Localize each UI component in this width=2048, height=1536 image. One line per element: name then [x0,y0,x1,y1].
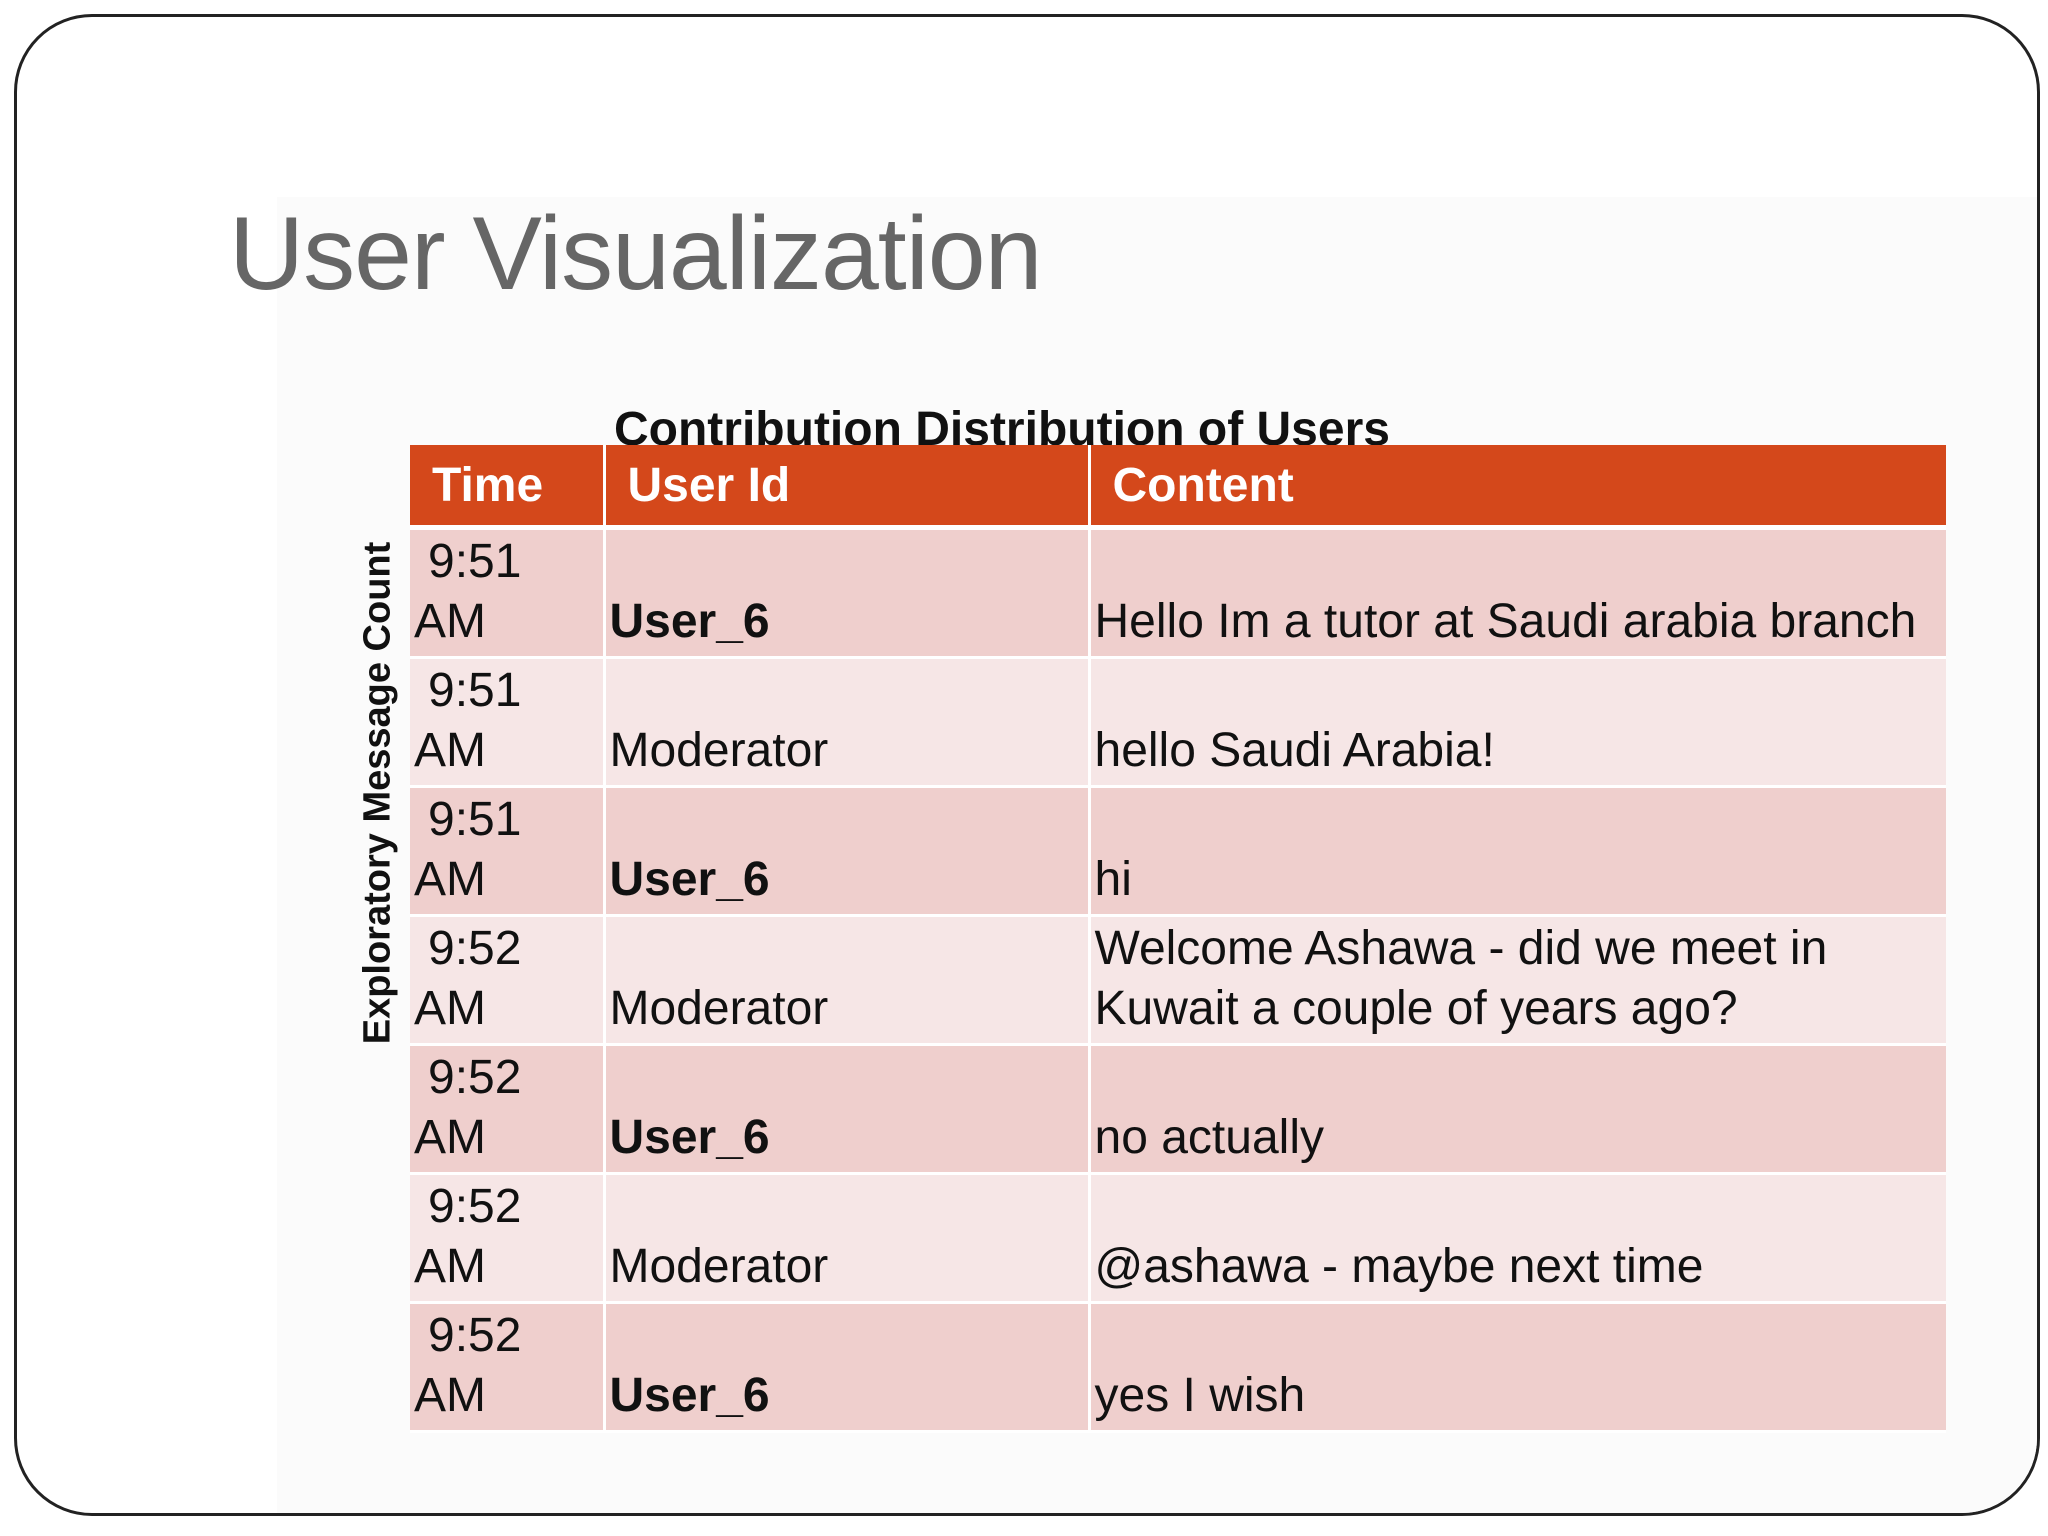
chart-title-area [560,398,1500,445]
time-period: AM [414,982,486,1035]
user-id: User_6 [609,853,770,906]
user-id-cell [604,1303,1089,1432]
time-cell [410,787,604,916]
time-value: 9:52 [428,1180,522,1233]
user-id-cell [604,1174,1089,1303]
time-period: AM [414,1369,486,1422]
user-id-cell [604,1045,1089,1174]
table-row [410,787,1946,916]
content-cell: no actually [1089,1045,1946,1174]
header-user-id: User Id [604,445,1089,528]
user-id: User_6 [609,595,770,648]
time-value: 9:51 [428,664,522,717]
user-id: Moderator [609,1240,829,1293]
content-cell: Welcome Ashawa - did we meet in Kuwait a couple of years ago? [1089,916,1946,1045]
user-id: User_6 [609,1111,770,1164]
table-row [410,528,1946,658]
user-id-cell [604,787,1089,916]
table-row [410,658,1946,787]
time-cell [410,916,604,1045]
table-header-row [410,445,1946,528]
time-period: AM [414,724,486,777]
slide-title: User Visualization [229,196,1042,312]
time-cell [410,658,604,787]
table-row [410,1045,1946,1174]
table-row [410,916,1946,1045]
user-id: Moderator [609,982,829,1035]
time-value: 9:52 [428,1051,522,1104]
user-id-cell [604,916,1089,1045]
table-row [410,1303,1946,1432]
time-period: AM [414,1240,486,1293]
table-row [410,1174,1946,1303]
header-time: Time [410,445,604,528]
content-cell: hello Saudi Arabia! [1089,658,1946,787]
chart-y-axis-label: Exploratory Message Count [356,541,399,1045]
content-cell: yes I wish [1089,1303,1946,1432]
content-cell: @ashawa - maybe next time [1089,1174,1946,1303]
time-period: AM [414,1111,486,1164]
time-cell [410,528,604,658]
content-cell: Hello Im a tutor at Saudi arabia branch [1089,528,1946,658]
user-id-cell [604,528,1089,658]
user-id-cell [604,658,1089,787]
header-content: Content [1089,445,1946,528]
time-period: AM [414,853,486,906]
time-period: AM [414,595,486,648]
time-value: 9:51 [428,793,522,846]
time-value: 9:52 [428,1309,522,1362]
time-cell [410,1174,604,1303]
message-table [410,445,1946,1433]
user-id: Moderator [609,724,829,777]
chart-title: Contribution Distribution of Users [614,403,1390,445]
time-cell [410,1045,604,1174]
content-cell: hi [1089,787,1946,916]
time-value: 9:51 [428,535,522,588]
time-cell [410,1303,604,1432]
user-id: User_6 [609,1369,770,1422]
time-value: 9:52 [428,922,522,975]
